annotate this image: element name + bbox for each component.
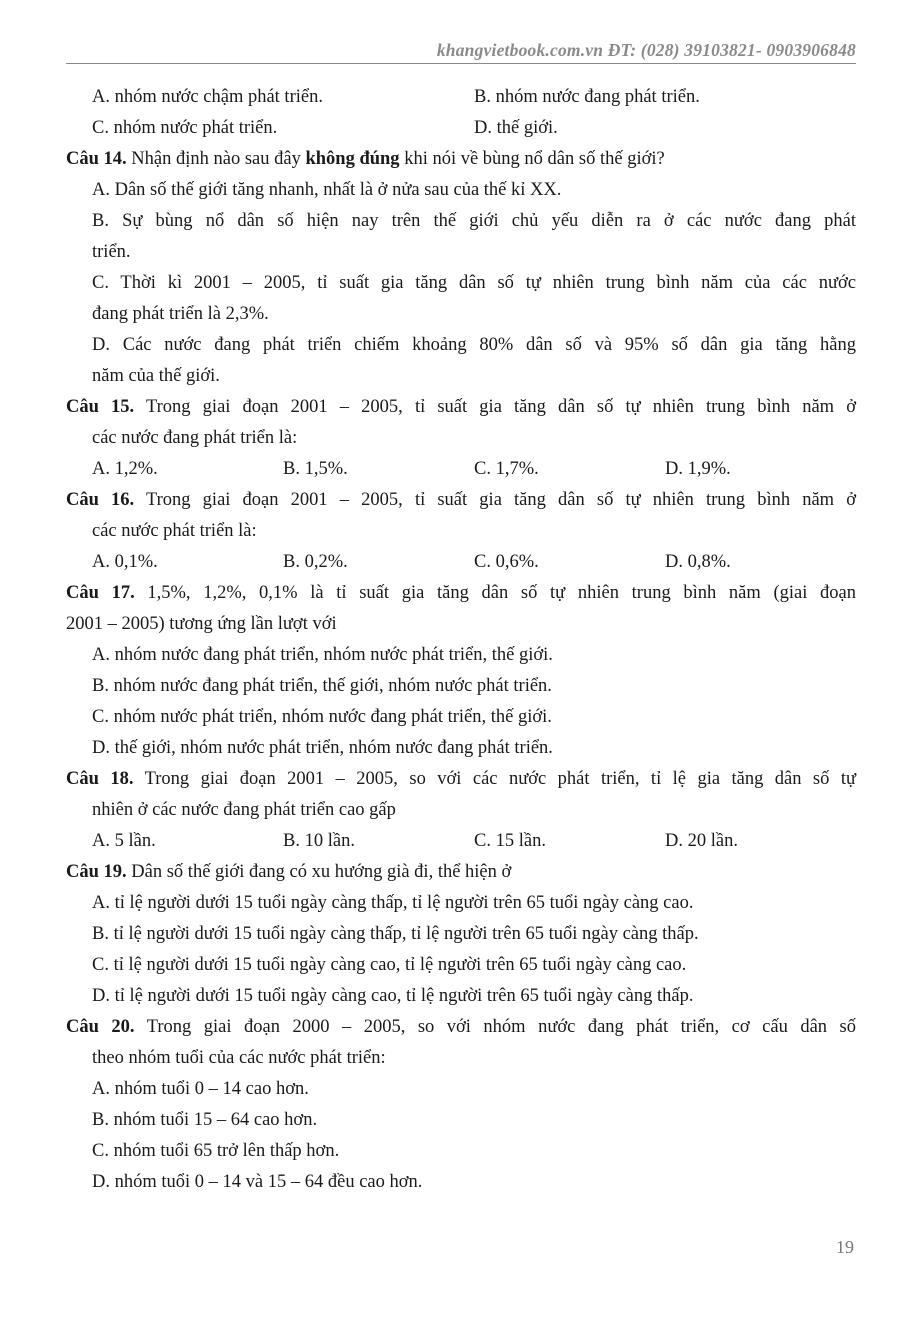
question-text: Dân số thế giới đang có xu hướng già đi, thể hiện ở [126, 862, 512, 882]
q17-option-a: A. nhóm nước đang phát triển, nhóm nước phát triển, thế giới. [92, 645, 553, 665]
q17-option-c: C. nhóm nước phát triển, nhóm nước đang phát triển, thế giới. [92, 707, 552, 727]
question-number: Câu 15. [66, 397, 135, 417]
q17-option-d: D. thế giới, nhóm nước phát triển, nhóm nước đang phát triển. [92, 738, 553, 758]
prev-options-row-2 [66, 113, 856, 144]
q18-options [66, 826, 856, 857]
q14-option-c: C. Thời kì 2001 – 2005, tỉ suất gia tăng dân số tự nhiên trung bình năm của các nước [92, 273, 856, 293]
q14-option-d: D. Các nước đang phát triển chiếm khoảng 80% dân số và 95% số dân gia tăng hằng [92, 335, 856, 355]
q20-option-b: B. nhóm tuổi 15 – 64 cao hơn. [92, 1110, 318, 1130]
q18-option-b: B. 10 lần. [283, 831, 355, 851]
q16-option-d: D. 0,8%. [665, 552, 731, 572]
prev-option-d: D. thế giới. [474, 118, 558, 138]
prev-options-row-1 [66, 82, 856, 113]
q20-option-d: D. nhóm tuổi 0 – 14 và 15 – 64 đều cao hơn. [92, 1172, 423, 1192]
question-number: Câu 19. [66, 862, 127, 882]
question-number: Câu 14. [66, 149, 127, 169]
question-text: Trong giai đoạn 2001 – 2005, tỉ suất gia tăng dân số tự nhiên trung bình năm ở [134, 397, 856, 417]
question-17 [66, 578, 856, 609]
q18-option-c: C. 15 lần. [474, 831, 546, 851]
question-14 [66, 144, 856, 175]
q16-option-c: C. 0,6%. [474, 552, 539, 572]
page-header: khangvietbook.com.vn ĐT: (028) 39103821- 0903906848 [436, 40, 856, 60]
q19-option-a: A. tỉ lệ người dưới 15 tuổi ngày càng thấp, tỉ lệ người trên 65 tuổi ngày càng cao. [92, 893, 694, 913]
q15-options [66, 454, 856, 485]
q17-option-b: B. nhóm nước đang phát triển, thế giới, nhóm nước phát triển. [92, 676, 552, 696]
prev-option-c: C. nhóm nước phát triển. [92, 118, 278, 138]
question-18 [66, 764, 856, 795]
q16-option-b: B. 0,2%. [283, 552, 348, 572]
question-text: Trong giai đoạn 2000 – 2005, so với nhóm nước đang phát triển, cơ cấu dân số [134, 1017, 856, 1037]
question-16 [66, 485, 856, 516]
question-text: khi nói về bùng nổ dân số thế giới? [399, 149, 665, 169]
question-15-cont: các nước đang phát triển là: [92, 428, 298, 448]
question-19 [66, 857, 856, 888]
question-text: Trong giai đoạn 2001 – 2005, so với các nước phát triển, tỉ lệ gia tăng dân số tự [133, 769, 856, 789]
question-17-cont: 2001 – 2005) tương ứng lần lượt với [66, 614, 337, 634]
question-number: Câu 20. [66, 1017, 135, 1037]
q14-option-b-cont: triển. [92, 242, 131, 262]
q14-option-b: B. Sự bùng nổ dân số hiện nay trên thế giới chủ yếu diễn ra ở các nước đang phát [92, 211, 856, 231]
q20-option-c: C. nhóm tuổi 65 trở lên thấp hơn. [92, 1141, 340, 1161]
question-18-cont: nhiên ở các nước đang phát triển cao gấp [92, 800, 396, 820]
prev-option-a: A. nhóm nước chậm phát triển. [92, 87, 323, 107]
question-20-cont: theo nhóm tuổi của các nước phát triển: [92, 1048, 386, 1068]
question-text: Nhận định nào sau đây [126, 149, 306, 169]
q19-option-c: C. tỉ lệ người dưới 15 tuổi ngày càng cao, tỉ lệ người trên 65 tuổi ngày càng cao. [92, 955, 687, 975]
q15-option-a: A. 1,2%. [92, 459, 158, 479]
question-emphasis: không đúng [305, 149, 400, 169]
q18-option-a: A. 5 lần. [92, 831, 156, 851]
question-16-cont: các nước phát triển là: [92, 521, 257, 541]
q16-options [66, 547, 856, 578]
q15-option-d: D. 1,9%. [665, 459, 731, 479]
question-number: Câu 16. [66, 490, 135, 510]
q14-option-a: A. Dân số thế giới tăng nhanh, nhất là ở nửa sau của thế kỉ XX. [92, 180, 562, 200]
question-text: 1,5%, 1,2%, 0,1% là tỉ suất gia tăng dân số tự nhiên trung bình năm (giai đoạn [134, 583, 856, 603]
q15-option-c: C. 1,7%. [474, 459, 539, 479]
question-20 [66, 1012, 856, 1043]
q19-option-d: D. tỉ lệ người dưới 15 tuổi ngày càng cao, tỉ lệ người trên 65 tuổi ngày càng thấp. [92, 986, 694, 1006]
page-number: 19 [836, 1237, 854, 1257]
q20-option-a: A. nhóm tuổi 0 – 14 cao hơn. [92, 1079, 309, 1099]
q15-option-b: B. 1,5%. [283, 459, 348, 479]
q14-option-d-cont: năm của thế giới. [92, 366, 220, 386]
question-text: Trong giai đoạn 2001 – 2005, tỉ suất gia tăng dân số tự nhiên trung bình năm ở [134, 490, 856, 510]
prev-option-b: B. nhóm nước đang phát triển. [474, 87, 700, 107]
question-number: Câu 17. [66, 583, 135, 603]
q16-option-a: A. 0,1%. [92, 552, 158, 572]
header-divider [66, 63, 856, 64]
q18-option-d: D. 20 lần. [665, 831, 738, 851]
q19-option-b: B. tỉ lệ người dưới 15 tuổi ngày càng thấp, tỉ lệ người trên 65 tuổi ngày càng thấp. [92, 924, 699, 944]
q14-option-c-cont: đang phát triển là 2,3%. [92, 304, 269, 324]
question-number: Câu 18. [66, 769, 134, 789]
question-15 [66, 392, 856, 423]
page-content [66, 82, 856, 1198]
